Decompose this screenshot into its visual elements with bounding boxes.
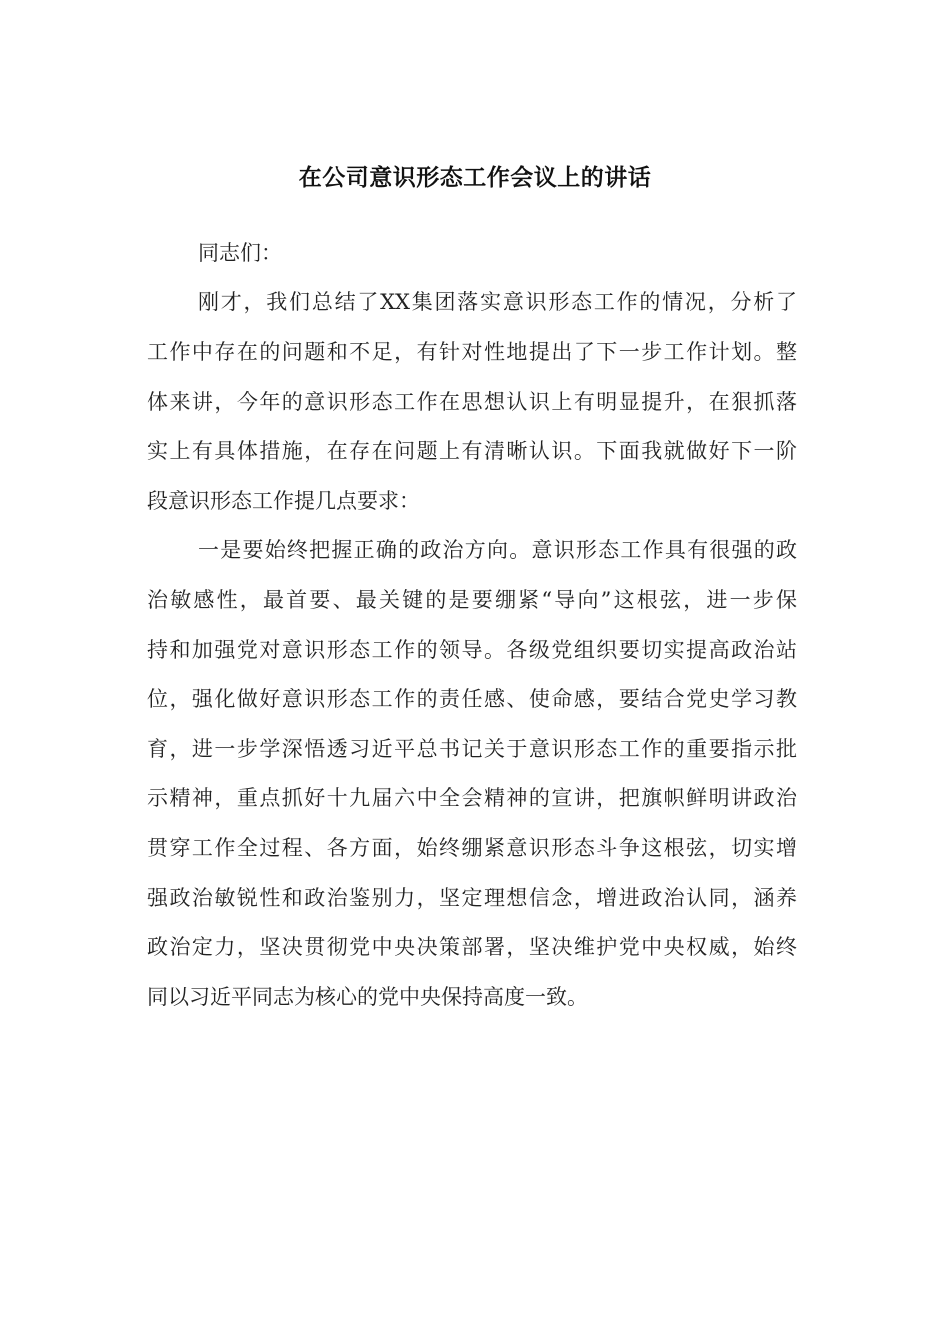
paragraph-2-line: 同以习近平同志为核心的党中央保持高度一致。 (147, 985, 588, 1009)
document-title: 在公司意识形态工作会议上的讲话 (298, 164, 652, 191)
paragraph-1-line: 刚才，我们总结了XX集团落实意识形态工作的情况，分析了 (198, 290, 797, 314)
paragraph-2-line: 位，强化做好意识形态工作的责任感、使命感，要结合党史学习教 (147, 687, 797, 711)
paragraph-2-line: 政治定力，坚决贯彻党中央决策部署，坚决维护党中央权威，始终 (147, 935, 797, 959)
paragraph-1-line: 实上有具体措施，在存在问题上有清晰认识。下面我就做好下一阶 (147, 439, 797, 463)
paragraph-1-line: 段意识形态工作提几点要求： (147, 489, 420, 513)
paragraph-2-line: 持和加强党对意识形态工作的领导。各级党组织要切实提高政治站 (147, 638, 797, 662)
salutation: 同志们： (198, 241, 282, 265)
paragraph-2-line: 治敏感性，最首要、最关键的是要绷紧“导向”这根弦，进一步保 (147, 588, 797, 612)
paragraph-2-line: 一是要始终把握正确的政治方向。意识形态工作具有很强的政 (198, 538, 797, 562)
paragraph-2-line: 育，进一步学深悟透习近平总书记关于意识形态工作的重要指示批 (147, 737, 797, 761)
paragraph-2-line: 示精神，重点抓好十九届六中全会精神的宣讲，把旗帜鲜明讲政治 (147, 786, 797, 810)
paragraph-1-line: 体来讲，今年的意识形态工作在思想认识上有明显提升，在狠抓落 (147, 390, 797, 414)
paragraph-2-line: 贯穿工作全过程、各方面，始终绷紧意识形态斗争这根弦，切实增 (147, 836, 797, 860)
paragraph-1-line: 工作中存在的问题和不足，有针对性地提出了下一步工作计划。整 (147, 340, 797, 364)
paragraph-2-line: 强政治敏锐性和政治鉴别力，坚定理想信念，增进政治认同，涵养 (147, 886, 797, 910)
